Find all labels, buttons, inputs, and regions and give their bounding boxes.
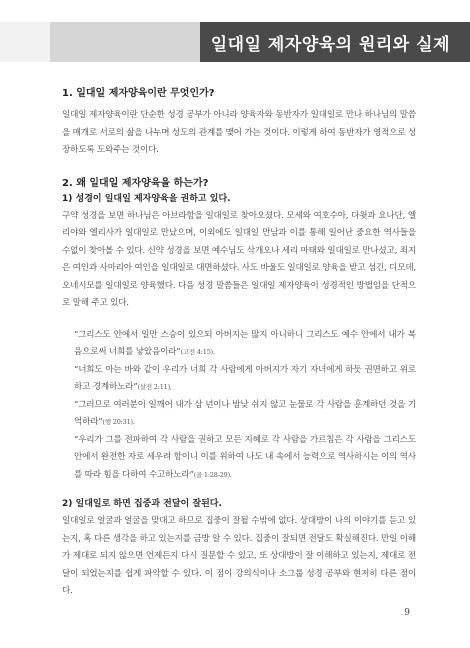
- scripture-quote-2: [74, 362, 416, 397]
- section-1-body: 일대일 제자양육이란 단순한 성경 공부가 아니라 양육자와 동반자가 일대일로 만나 하나님의 말씀을 매개로 서로의 삶을 나누며 성도의 관계를 맺어 가는 것이다. 이렇게 하여 동반자가 영적으로 성장하도록 도와주는 것이다.: [62, 110, 416, 155]
- quote-text: “우리가 그를 전파하여 각 사람을 권하고 모든 지혜로 각 사람을 가르침은 각 사람을 그리스도 안에서 완전한 자로 세우려 함이니 이를 위하여 나도 내 속에서 능력으로 역사하시는 이의 역사를 따라 힘을 다하여 수고하노라”: [74, 434, 416, 480]
- quote-text: “그러므로 여러분이 일깨어 내가 삼 년이나 밤낮 쉬지 않고 눈물로 각 사람을 훈계하던 것을 기억하라”: [74, 399, 416, 427]
- subsection-2-heading: 2) 일대일로 하면 집중과 전달이 잘된다.: [62, 499, 222, 509]
- subsection-1-body: 구약 성경을 보면 하나님은 아브라함을 일대일로 찾아오셨다. 모세와 여호수아, 다윗과 요나단, 엘리야와 엘리사가 일대일로 만났으며, 이외에도 일대일 만남과 이를 통해 일어난 중요한 역사들을 수없이 찾아볼 수 있다. 신약 성경을 보면 예수님도 삭개오나 세리 마태와 일대일로 만나셨고, 죄지은 여인과 사마리아 여인을 일대일로 대면하셨다. 사도 바울도 일대일로 양육을 받고 섬긴, 디모데, 오네시모를 일대일로 양육했다. 다음 성경 말씀들은 일대일 제자양육이 성경적인 방법임을 단적으로 말해 주고 있다.: [62, 210, 416, 308]
- chapter-title: 일대일 제자양육의 원리와 실제: [210, 35, 450, 55]
- quote-reference: (골 1:28-29).: [193, 470, 232, 479]
- quote-reference: (행 20:31).: [102, 418, 135, 426]
- scripture-quote-4: [74, 432, 416, 485]
- quote-reference: (고전 4:15).: [180, 348, 215, 356]
- header-bar-light: [0, 22, 50, 62]
- subsection-2-body: 일대일로 얼굴과 얼굴을 맞대고 하므로 집중이 잘될 수밖에 없다. 상대방이 나의 이야기를 듣고 있는지, 혹 다른 생각을 하고 있는지를 금방 알 수 있다. 집중이 잘되면 전달도 확실해진다. 만일 이해가 제대로 되지 않으면 언제든지 다시 질문할 수 있고, 또 상대방이 잘 이해하고 있는지, 제대로 전달이 되었는지를 쉽게 파악할 수 있다. 이 점이 강의식이나 소그룹 성경 공부와 현저히 다른 점이다.: [62, 516, 416, 596]
- quote-text: “그리스도 안에서 일만 스승이 있으되 아버지는 많지 아니하니 그리스도 예수 안에서 내가 복음으로써 너희를 낳았음이라”: [74, 329, 416, 357]
- subsection-1-heading: 1) 성경이 일대일 제자양육을 권하고 있다.: [62, 193, 231, 204]
- section-2-heading: 2. 왜 일대일 제자양육을 하는가?: [62, 177, 209, 189]
- scripture-quote-3: [74, 397, 416, 432]
- section-1-heading: 1. 일대일 제자양육이란 무엇인가?: [62, 88, 215, 99]
- header-bar-mid: [50, 22, 200, 62]
- quote-text: “너희도 아는 바와 같이 우리가 너희 각 사람에게 아버지가 자기 자녀에게 하듯 권면하고 위로하고 경계하노라”: [74, 364, 416, 392]
- scripture-quote-1: [74, 327, 416, 362]
- page-header: [0, 0, 470, 72]
- page-content: [62, 84, 416, 601]
- quote-reference: (살전 2:11),: [137, 383, 172, 391]
- page-number: 9: [404, 608, 410, 618]
